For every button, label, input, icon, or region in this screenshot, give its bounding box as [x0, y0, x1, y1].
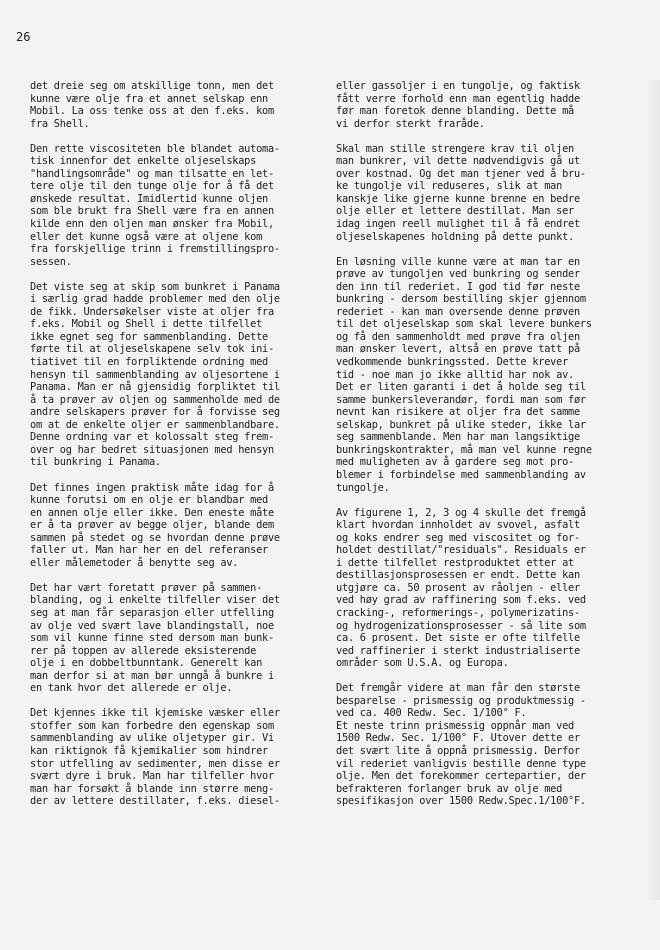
left-column: [30, 80, 326, 820]
paragraph: Det viste seg at skip som bunkret i Panama i særlig grad hadde problemer med den olje de fikk. Undersøkelser viste at oljer fra f.eks. Mobil og Shell i dette tilfellet ikke egnet seg for sammenblanding. Dette førte til at oljeselskapene selv tok ini- tiativet til en forpliktende ordning med hensyn til sammenblanding av oljesortene i Panama. Man er nå gjensidig forpliktet til å ta prøver av oljen og sammenholde med de andre selskapers prøver for å forvisse seg om at de enkelte oljer er sammenblandbare. Denne ordning var et kolossalt steg frem- over og har bedret situasjonen med hensyn til bunkring i Panama.: [30, 280, 280, 469]
paragraph: Den rette viscositeten ble blandet automa- tisk innenfor det enkelte oljeselskaps "handlingsområde" og man tilsatte en let- tere olje til den tunge olje for å få det ønskede resultat. Imidlertid kunne oljen som ble brukt fra Shell være fra en annen kilde enn den oljen man ønsker fra Mobil, eller det kunne også være at oljene kom fra forskjellige trinn i fremstillingspro- sessen.: [30, 142, 280, 268]
paragraph: Det kjennes ikke til kjemiske væsker eller stoffer som kan forbedre den egenskap som sammenblanding av ulike oljetyper gir. Vi kan riktignok få kjemikalier som hindrer stor utfelling av sedimenter, men disse er svært dyre i bruk. Man har tilfeller hvor man har forsøkt å blande inn større meng- der av lettere destillater, f.eks. diesel-: [30, 707, 280, 808]
paragraph: Skal man stille strengere krav til oljen man bunkrer, vil dette nødvendigvis gå ut over kostnad. Og det man tjener ved å bru- ke tungolje vil reduseres, slik at man kanskje like gjerne kunne brenne en bedre olje eller et lettere destillat. Man ser idag ingen reell mulighet til å få endret oljeselskapenes holdning på dette punkt.: [336, 142, 586, 243]
paragraph: det dreie seg om atskillige tonn, men det kunne være olje fra et annet selskap enn Mobil. La oss tenke oss at den f.eks. kom fra Shell.: [30, 80, 274, 130]
paragraph: En løsning ville kunne være at man tar en prøve av tungoljen ved bunkring og sender den inn til rederiet. I god tid før neste bunkring - dersom bestilling skjer gjennom rederiet - kan man oversende denne prøven til det oljeselskap som skal levere bunkers og få den sammenholdt med prøve fra oljen man ønsker levert, altså en prøve tatt på vedkommende bunkringssted. Dette krever tid - noe man jo ikke alltid har nok av. Det er liten garanti i det å holde seg til samme bunkersleverandør, fordi man som før nevnt kan risikere at oljer fra det samme selskap, bunkret på ulike steder, ikke lar seg sammenblande. Men har man langsiktige bunkringskontrakter, må man vel kunne regne med muligheten av å gardere seg mot pro- blemer i forbindelse med sammenblanding av tungolje.: [336, 255, 592, 494]
page-number: 26: [16, 30, 31, 44]
right-column: [336, 80, 632, 820]
paragraph: Av figurene 1, 2, 3 og 4 skulle det fremgå klart hvordan innholdet av svovel, asfalt og koks endrer seg med viscositet og for- holdet destillat/"residuals". Residuals er i dette tilfellet restproduktet etter at destillasjonsprosessen er endt. Dette kan utgjøre ca. 50 prosent av råoljen - eller ved høy grad av raffinering som f.eks. ved cracking-, reformerings-, polymerizatins- og hydrogenizationsprosesser - så lite som ca. 6 prosent. Det siste er ofte tilfelle ved raffinerier i sterkt industrialiserte områder som U.S.A. og Europa.: [336, 506, 586, 670]
paragraph: Det har vært foretatt prøver på sammen- blanding, og i enkelte tilfeller viser det seg at man får separasjon eller utfelling av olje ved svært lave blandingstall, noe som vil kunne finne sted dersom man bunk- rer på toppen av allerede eksisterende olje i en dobbeltbunntank. Generelt kan man derfor si at man bør unngå å bunkre i en tank hvor det allerede er olje.: [30, 581, 280, 695]
page-edge-shadow: [646, 80, 660, 900]
paragraph: eller gassoljer i en tungolje, og faktisk fått verre forhold enn man egentlig hadde før man foretok denne blanding. Dette må vi derfor sterkt fraråde.: [336, 80, 580, 130]
paragraph: Det finnes ingen praktisk måte idag for å kunne forutsi om en olje er blandbar med en annen olje eller ikke. Den eneste måte er å ta prøver av begge oljer, blande dem sammen på stedet og se hvordan denne prøve faller ut. Man har her en del referanser eller målemetoder å benytte seg av.: [30, 481, 280, 569]
paragraph: Det fremgår videre at man får den største besparelse - prismessig og produktmessig - ved ca. 400 Redw. Sec. 1/100° F. Et neste trinn prismessig oppnår man ved 1500 Redw. Sec. 1/100° F. Utover dette er det svært lite å oppnå prismessig. Derfor vil rederiet vanligvis bestille denne type olje. Men det forekommer certepartier, der befrakteren forlanger bruk av olje med spesifikasjon over 1500 Redw.Spec.1/100°F.: [336, 682, 586, 808]
